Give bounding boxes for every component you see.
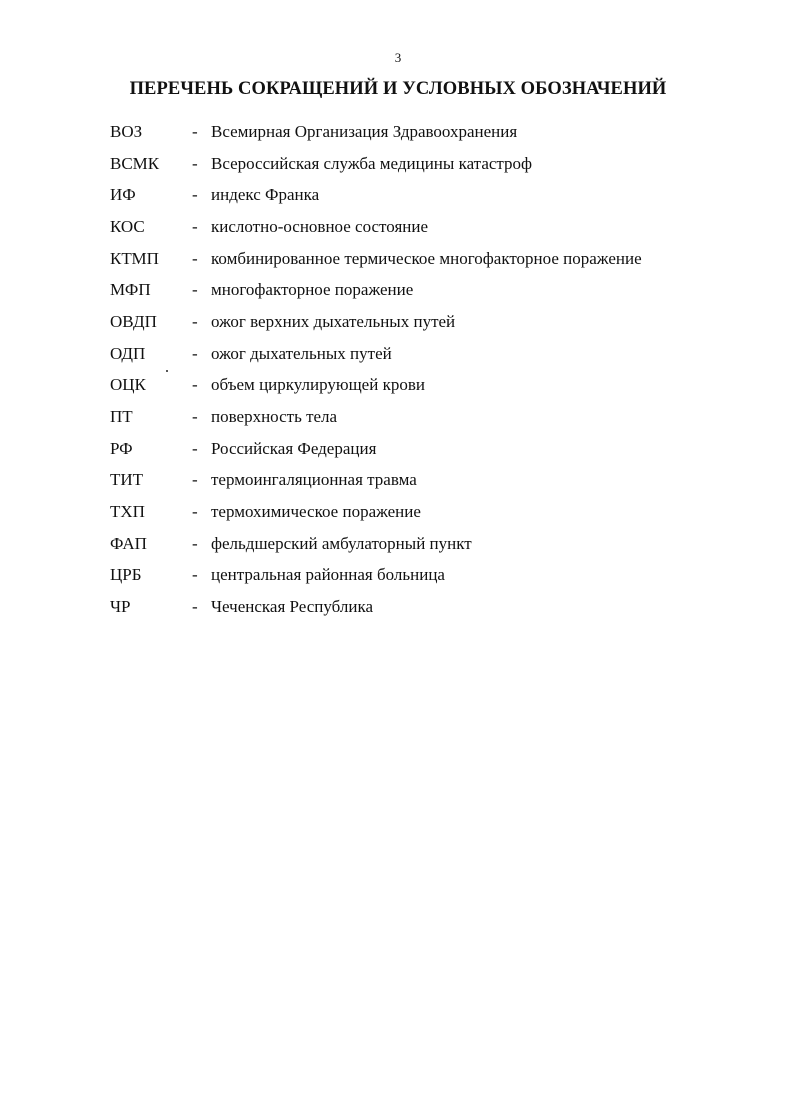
- abbreviation-definition: термохимическое поражение: [211, 502, 421, 522]
- abbreviation-definition: Чеченская Республика: [211, 597, 373, 617]
- abbreviation-row: [110, 338, 750, 370]
- abbreviation-dash: -: [192, 375, 198, 395]
- abbreviation-term: ОЦК: [110, 375, 146, 395]
- abbreviation-dash: -: [192, 597, 198, 617]
- abbreviation-definition: Всемирная Организация Здравоохранения: [211, 121, 518, 141]
- abbreviation-dash: -: [192, 311, 198, 331]
- abbreviation-row: [110, 274, 750, 306]
- abbreviation-dash: -: [192, 216, 198, 236]
- abbreviation-dash: -: [192, 121, 198, 141]
- abbreviation-definition: центральная районная больница: [211, 565, 445, 585]
- abbreviation-term: ЧР: [110, 597, 131, 617]
- abbreviation-dash: -: [192, 438, 198, 458]
- abbreviation-definition: Всероссийская служба медицины катастроф: [211, 153, 533, 173]
- abbreviation-row: [110, 465, 750, 497]
- abbreviation-term: РФ: [110, 438, 133, 458]
- abbreviation-dash: -: [192, 533, 198, 553]
- abbreviation-row: [110, 243, 750, 275]
- abbreviation-dash: -: [192, 470, 198, 490]
- abbreviation-definition: объем циркулирующей крови: [211, 375, 425, 395]
- page-title: ПЕРЕЧЕНЬ СОКРАЩЕНИЙ И УСЛОВНЫХ ОБОЗНАЧЕНИЙ: [129, 79, 667, 99]
- abbreviation-dash: -: [192, 280, 198, 300]
- abbreviation-term: МФП: [110, 280, 151, 300]
- abbreviation-row: [110, 496, 750, 528]
- abbreviation-definition: индекс Франка: [211, 185, 320, 205]
- abbreviation-term: ИФ: [110, 185, 136, 205]
- abbreviation-list: [110, 116, 750, 623]
- abbreviation-term: ВОЗ: [110, 121, 143, 141]
- abbreviation-row: [110, 401, 750, 433]
- scan-speck: [166, 370, 168, 372]
- page-number: 3: [394, 50, 402, 65]
- abbreviation-term: ЦРБ: [110, 565, 142, 585]
- abbreviation-definition: ожог верхних дыхательных путей: [211, 311, 456, 331]
- abbreviation-row: [110, 591, 750, 623]
- abbreviation-row: [110, 560, 750, 592]
- abbreviation-definition: Российская Федерация: [211, 438, 377, 458]
- abbreviation-dash: -: [192, 185, 198, 205]
- abbreviation-definition: кислотно-основное состояние: [211, 216, 428, 236]
- abbreviation-dash: -: [192, 153, 198, 173]
- abbreviation-definition: многофакторное поражение: [211, 280, 414, 300]
- abbreviation-term: ОДП: [110, 343, 146, 363]
- abbreviation-term: ФАП: [110, 533, 147, 553]
- abbreviation-dash: -: [192, 343, 198, 363]
- abbreviation-row: [110, 148, 750, 180]
- abbreviation-dash: -: [192, 502, 198, 522]
- abbreviation-row: [110, 211, 750, 243]
- abbreviation-term: ВСМК: [110, 153, 160, 173]
- abbreviation-definition: термоингаляционная травма: [211, 470, 417, 490]
- abbreviation-term: ТИТ: [110, 470, 144, 490]
- abbreviation-row: [110, 370, 750, 402]
- abbreviation-dash: -: [192, 565, 198, 585]
- abbreviation-definition: фельдшерский амбулаторный пункт: [211, 533, 472, 553]
- abbreviation-definition: поверхность тела: [211, 407, 338, 427]
- abbreviation-row: [110, 306, 750, 338]
- abbreviation-definition: ожог дыхательных путей: [211, 343, 392, 363]
- abbreviation-row: [110, 528, 750, 560]
- abbreviation-term: КОС: [110, 216, 145, 236]
- abbreviation-term: ОВДП: [110, 311, 157, 331]
- abbreviation-dash: -: [192, 407, 198, 427]
- abbreviation-row: [110, 179, 750, 211]
- abbreviation-term: ТХП: [110, 502, 145, 522]
- abbreviation-term: КТМП: [110, 248, 159, 268]
- abbreviation-row: [110, 116, 750, 148]
- abbreviation-definition: комбинированное термическое многофакторное поражение: [211, 248, 642, 268]
- abbreviation-dash: -: [192, 248, 198, 268]
- abbreviation-term: ПТ: [110, 407, 133, 427]
- abbreviation-row: [110, 433, 750, 465]
